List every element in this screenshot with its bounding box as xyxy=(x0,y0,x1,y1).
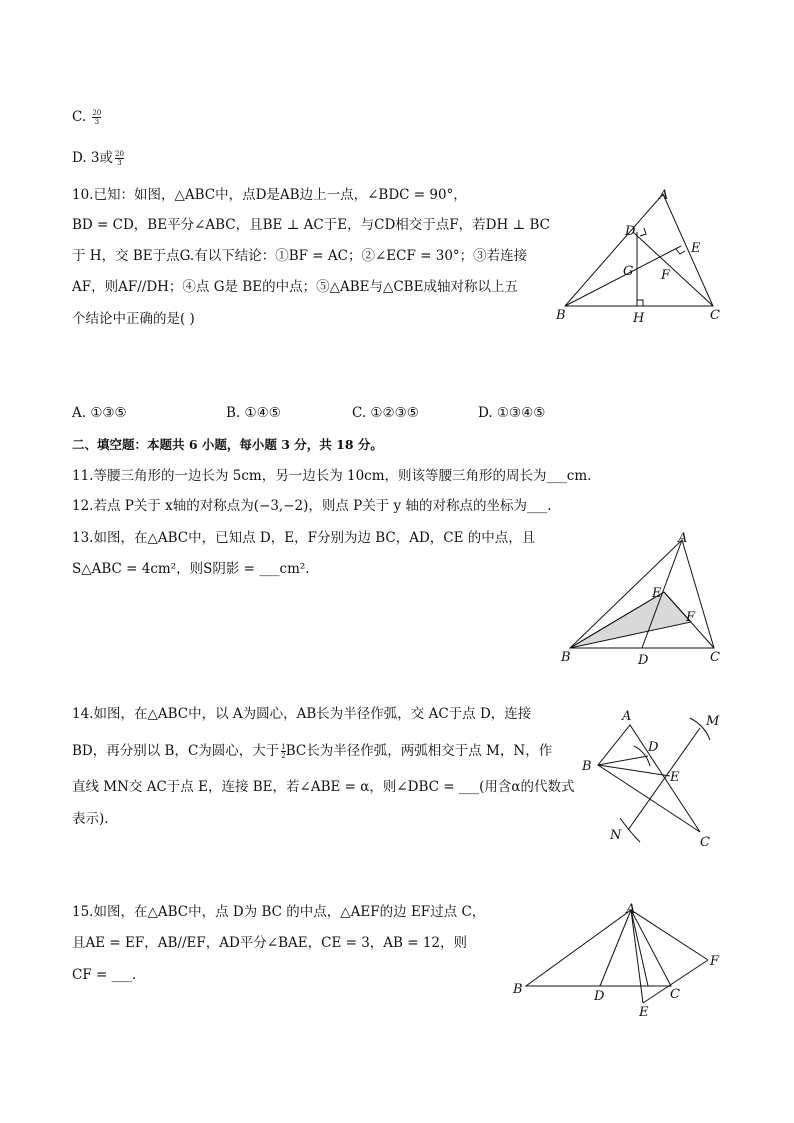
q13-label-b: B xyxy=(561,650,571,665)
q12: 12.若点 P关于 x轴的对称点为(−3,−2)，则点 P关于 y 轴的对称点的坐标为___. xyxy=(72,498,552,514)
q10-figure xyxy=(555,188,735,328)
q14-line-3: 直线 MN交 AC于点 E，连接 BE，若∠ABE = α，则∠DBC = ___(用含α的代数式 xyxy=(72,779,575,795)
q14-label-c: C xyxy=(700,835,710,850)
q10-choice-b: B. ①④⑤ xyxy=(226,405,281,421)
q10-line-5: 个结论中正确的是( ) xyxy=(72,311,195,327)
q13-label-e: E xyxy=(652,586,662,601)
q10-line-2: BD = CD，BE平分∠ABC，且BE ⊥ AC于E，与CD相交于点F，若DH ⊥ BC xyxy=(72,217,551,233)
q14-label-b: B xyxy=(582,759,592,774)
q15-label-e: E xyxy=(639,1005,649,1020)
q15-line-1: 15.如图，在△ABC中，点 D为 BC 的中点，△AEF的边 EF过点 C， xyxy=(72,904,486,920)
q15-line-2: 且AE = EF，AB//EF，AD平分∠BAE，CE = 3，AB = 12，则 xyxy=(72,935,468,951)
q14-label-m: M xyxy=(706,714,720,729)
q10-label-f: F xyxy=(661,268,671,283)
q13-line-2: S△ABC = 4cm²，则S阴影 = ___cm². xyxy=(72,561,310,577)
option-d-fraction: $\frac{20}{3}$ xyxy=(115,150,124,167)
section-2-heading: 二、填空题：本题共 6 小题，每小题 3 分，共 18 分。 xyxy=(72,437,383,452)
q10-choice-d: D. ①③④⑤ xyxy=(478,405,546,421)
q13-figure xyxy=(560,530,735,668)
option-d-label: D. 3或 xyxy=(72,150,114,166)
q15-label-b: B xyxy=(513,982,523,997)
q14-label-a: A xyxy=(622,709,632,724)
q10-label-d: D xyxy=(625,224,636,239)
q10-line-4: AF，则AF//DH；④点 G是 BE的中点；⑤△ABE与△CBE成轴对称以上五 xyxy=(72,279,518,295)
q14-line-2-part-a: BD，再分别以 B，C为圆心，大于 xyxy=(72,743,280,759)
q14-line-1: 14.如图，在△ABC中，以 A为圆心，AB长为半径作弧，交 AC于点 D，连接 xyxy=(72,706,532,722)
q15-line-3: CF = ___. xyxy=(72,967,137,983)
q15-label-d: D xyxy=(594,989,605,1004)
q13-label-a: A xyxy=(678,531,688,546)
option-c xyxy=(72,108,101,126)
option-d xyxy=(72,149,124,167)
q14-line-2-part-b: BC长为半径作弧，两弧相交于点 M，N，作 xyxy=(285,743,553,759)
option-c-label: C. xyxy=(72,109,91,125)
q10-label-e: E xyxy=(691,241,701,256)
option-c-fraction: $\frac{20}{3}$ xyxy=(92,109,102,126)
q10-label-g: G xyxy=(623,264,634,279)
q10-label-h: H xyxy=(633,311,645,326)
q14-label-d: D xyxy=(648,740,659,755)
q14-half-fraction: $\frac{1}{2}$ xyxy=(281,743,286,760)
q15-label-a: A xyxy=(626,902,636,917)
q11: 11.等腰三角形的一边长为 5cm，另一边长为 10cm，则该等腰三角形的周长为___cm. xyxy=(72,468,592,484)
q10-choice-c: C. ①②③⑤ xyxy=(352,405,419,421)
q15-label-f: F xyxy=(710,954,720,969)
q10-label-c: C xyxy=(710,308,720,323)
q10-line-1: 10.已知：如图，△ABC中，点D是AB边上一点，∠BDC = 90°， xyxy=(72,187,467,203)
q10-choice-a: A. ①③⑤ xyxy=(72,405,127,421)
q10-label-b: B xyxy=(556,308,566,323)
q13-label-d: D xyxy=(638,653,649,668)
q14-label-n: N xyxy=(610,828,622,843)
q10-label-a: A xyxy=(659,188,669,203)
q13-label-c: C xyxy=(710,650,720,665)
q13-label-f: F xyxy=(686,610,696,625)
q10-line-3: 于 H，交 BE于点G.有以下结论：①BF = AC；②∠ECF = 30°；③若连接 xyxy=(72,248,528,264)
q14-line-2 xyxy=(72,742,552,760)
q14-figure xyxy=(580,708,730,848)
q15-label-c: C xyxy=(670,987,680,1002)
q14-label-e: E xyxy=(670,770,680,785)
q13-line-1: 13.如图，在△ABC中，已知点 D，E，F分别为边 BC，AD，CE 的中点，且 xyxy=(72,530,536,546)
q15-figure xyxy=(508,902,738,1020)
q14-line-4: 表示). xyxy=(72,811,109,827)
